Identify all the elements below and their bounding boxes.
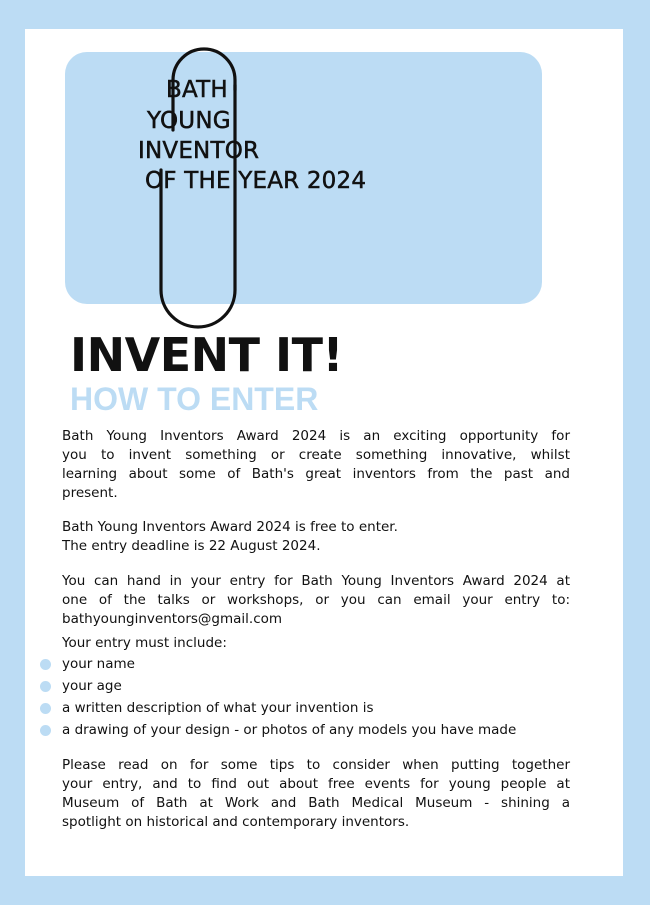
handin-paragraph — [62, 572, 570, 629]
dot-bullet-icon — [40, 681, 51, 692]
intro-line: you to invent something or create something innovative, whilst — [62, 447, 570, 463]
closing-line: Museum of Bath at Work and Bath Medical Museum - shining a — [62, 795, 570, 811]
intro-paragraph — [62, 427, 570, 503]
closing-line: spotlight on historical and contemporary inventors. — [62, 814, 410, 830]
must-include-label: Your entry must include: — [62, 635, 227, 651]
entry-info-paragraph — [62, 518, 570, 556]
intro-line: Bath Young Inventors Award 2024 is an exciting opportunity for — [62, 428, 570, 444]
closing-line: Please read on for some tips to consider when putting together — [62, 757, 570, 773]
dot-bullet-icon — [40, 659, 51, 670]
deadline-text: The entry deadline is 22 August 2024. — [62, 538, 321, 554]
email-address: bathyounginventors@gmail.com — [62, 611, 283, 627]
free-entry-text: Bath Young Inventors Award 2024 is free to enter. — [62, 519, 398, 535]
title-line-1: BATH — [166, 77, 228, 103]
dot-bullet-icon — [40, 725, 51, 736]
intro-line: learning about some of Bath's great inventors from the past and — [62, 466, 570, 482]
title-line-4: OF THE YEAR 2024 — [145, 168, 367, 194]
closing-line: your entry, and to find out about free events for young people at — [62, 776, 570, 792]
dot-bullet-icon — [40, 703, 51, 714]
list-item: a written description of what your invention is — [40, 697, 516, 719]
list-item: your name — [40, 653, 516, 675]
headline: INVENT IT! — [70, 328, 343, 382]
closing-paragraph — [62, 756, 570, 832]
list-item: your age — [40, 675, 516, 697]
title-line-2: YOUNG — [147, 108, 231, 134]
requirements-list — [40, 653, 516, 741]
handin-line: You can hand in your entry for Bath Young Inventors Award 2024 at — [62, 573, 570, 589]
title-line-3: INVENTOR — [138, 138, 260, 164]
list-item: a drawing of your design - or photos of any models you have made — [40, 719, 516, 741]
intro-line: present. — [62, 485, 118, 501]
handin-line: one of the talks or workshops, or you can email your entry to: — [62, 592, 570, 608]
subheading: HOW TO ENTER — [70, 381, 319, 417]
